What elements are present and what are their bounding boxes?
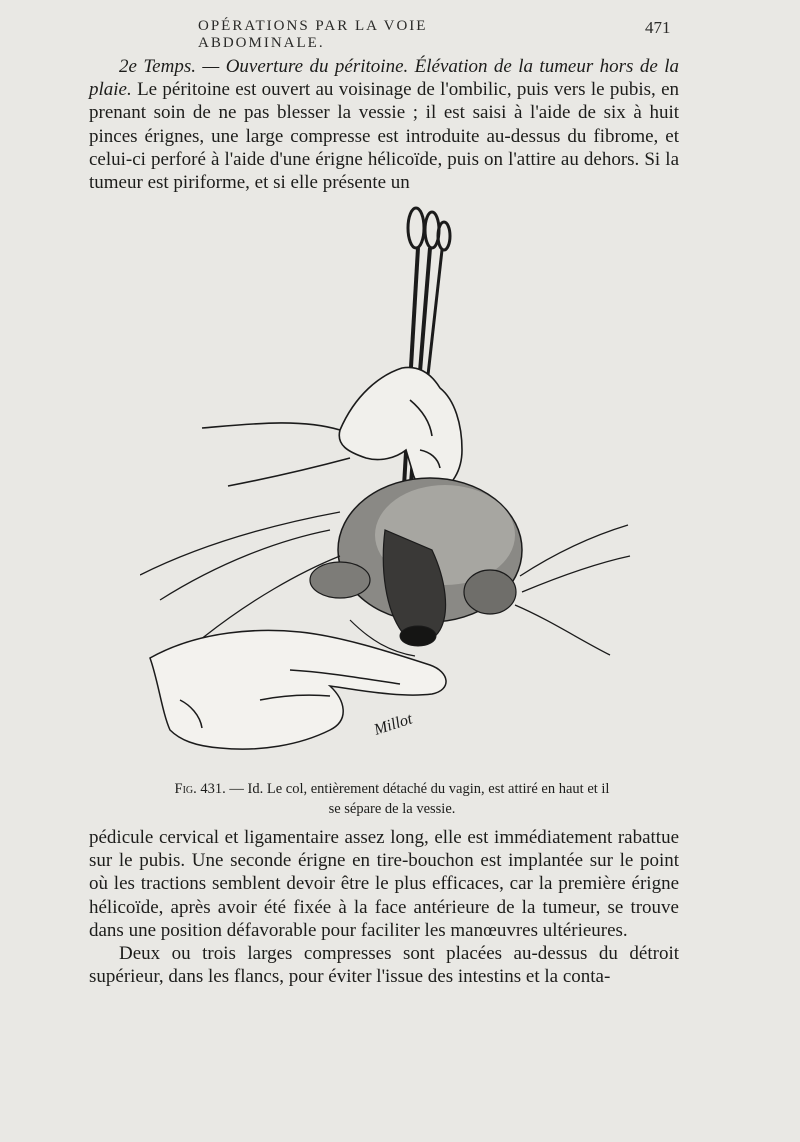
lower-hand <box>150 630 446 749</box>
paragraph-body: Le péritoine est ouvert au voisinage de l'ombilic, puis vers le pubis, en prenant soin de ne pas blesser la vessie ; il est saisi à l'aide de six à huit pinces érignes, une large compresse est introduite au-dessus du fibrome, et celui-ci perforé à l'aide d'une érigne hélicoïde, puis on l'attire au dehors. Si la tumeur est piriforme, et si elle présente un <box>89 79 680 194</box>
section-title: 2e Temps. — Ouverture du péritoine. Élévation de la tumeur hors de la plaie. <box>89 56 679 101</box>
surgical-illustration <box>140 200 640 775</box>
tumour <box>310 478 522 656</box>
figure-label: Fig. 431. <box>174 781 226 797</box>
artist-signature: Millot <box>371 710 415 739</box>
top-paragraph <box>89 55 679 194</box>
continuation-paragraph: pédicule cervical et ligamentaire assez long, elle est immédiatement rabattue sur le pubis. Une seconde érigne en tire-bouchon est implantée sur le point où les tractions semblent devoir être le plus efficaces, car la première érigne hélicoïde, après avoir été fixée à la face antérieure de la tumeur, se trouve dans une position défavorable pour faciliter les manœuvres ultérieures. <box>89 827 679 941</box>
next-paragraph: Deux ou trois larges compresses sont placées au-dessus du détroit supérieur, dans les flancs, pour éviter l'issue des intestins et la conta- <box>89 943 679 988</box>
caption-text: — Id. Le col, entièrement détaché du vagin, est attiré en haut et il se sépare de la vessie. <box>229 781 610 817</box>
bottom-text-block <box>89 826 679 988</box>
illustration-drawing <box>140 200 640 775</box>
running-title: OPÉRATIONS PAR LA VOIE ABDOMINALE. <box>198 18 428 51</box>
upper-hand <box>202 367 462 492</box>
figure-caption <box>172 779 612 819</box>
top-text-block <box>89 55 679 194</box>
page-number: 471 <box>645 18 671 37</box>
